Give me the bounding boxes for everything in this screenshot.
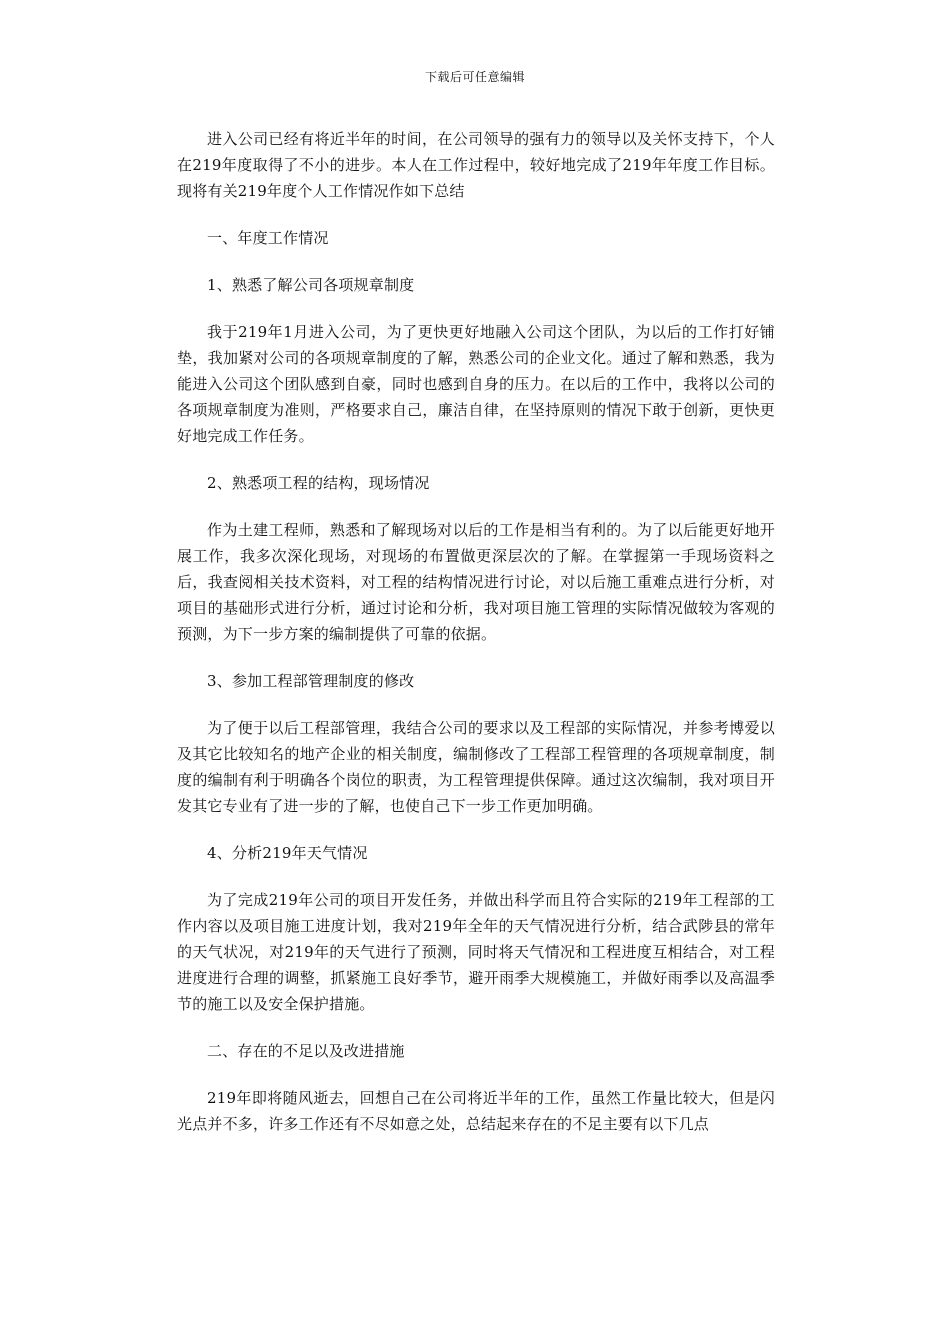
paragraph-4: 为了完成219年公司的项目开发任务，并做出科学而且符合实际的219年工程部的工作内容以及项目施工进度计划，我对219年全年的天气情况进行分析，结合武陟县的常年的天气状况，对219年的天气进行了预测，同时将天气情况和工程进度互相结合，对工程进度进行合理的调整，抓紧施工良好季节，避开雨季大规模施工，并做好雨季以及高温季节的施工以及安全保护措施。 [177,891,775,1013]
subsection-heading-4: 4、分析219年天气情况 [207,844,368,862]
subsection-heading-1: 1、熟悉了解公司各项规章制度 [207,276,415,294]
header-note: 下载后可任意编辑 [424,70,525,84]
paragraph-3: 为了便于以后工程部管理，我结合公司的要求以及工程部的实际情况，并参考博爱以及其它比较知名的地产企业的相关制度，编制修改了工程部工程管理的各项规章制度，制度的编制有利于明确各个岗位的职责，为工程管理提供保障。通过这次编制，我对项目开发其它专业有了进一步的了解，也使自己下一步工作更加明确。 [177,719,775,815]
subsection-heading-2: 2、熟悉项工程的结构，现场情况 [207,474,430,492]
paragraph-1: 我于219年1月进入公司，为了更快更好地融入公司这个团队，为以后的工作打好铺垫，我加紧对公司的各项规章制度的了解，熟悉公司的企业文化。通过了解和熟悉，我为能进入公司这个团队感到自豪，同时也感到自身的压力。在以后的工作中，我将以公司的各项规章制度为准则，严格要求自己，廉洁自律，在坚持原则的情况下敢于创新，更快更好地完成工作任务。 [177,323,775,445]
section-heading-2: 二、存在的不足以及改进措施 [207,1042,405,1060]
subsection-heading-3: 3、参加工程部管理制度的修改 [207,672,415,690]
paragraph-5: 219年即将随风逝去，回想自己在公司将近半年的工作，虽然工作量比较大，但是闪光点并不多，许多工作还有不尽如意之处，总结起来存在的不足主要有以下几点 [177,1089,775,1133]
intro-paragraph: 进入公司已经有将近半年的时间，在公司领导的强有力的领导以及关怀支持下，个人在219年度取得了不小的进步。本人在工作过程中，较好地完成了219年年度工作目标。现将有关219年度个人工作情况作如下总结 [177,130,775,200]
paragraph-2: 作为土建工程师，熟悉和了解现场对以后的工作是相当有利的。为了以后能更好地开展工作，我多次深化现场，对现场的布置做更深层次的了解。在掌握第一手现场资料之后，我查阅相关技术资料，对工程的结构情况进行讨论，对以后施工重难点进行分析，对项目的基础形式进行分析，通过讨论和分析，我对项目施工管理的实际情况做较为客观的预测，为下一步方案的编制提供了可靠的依据。 [177,521,775,643]
section-heading-1: 一、年度工作情况 [207,229,329,247]
document-body [177,126,775,1137]
